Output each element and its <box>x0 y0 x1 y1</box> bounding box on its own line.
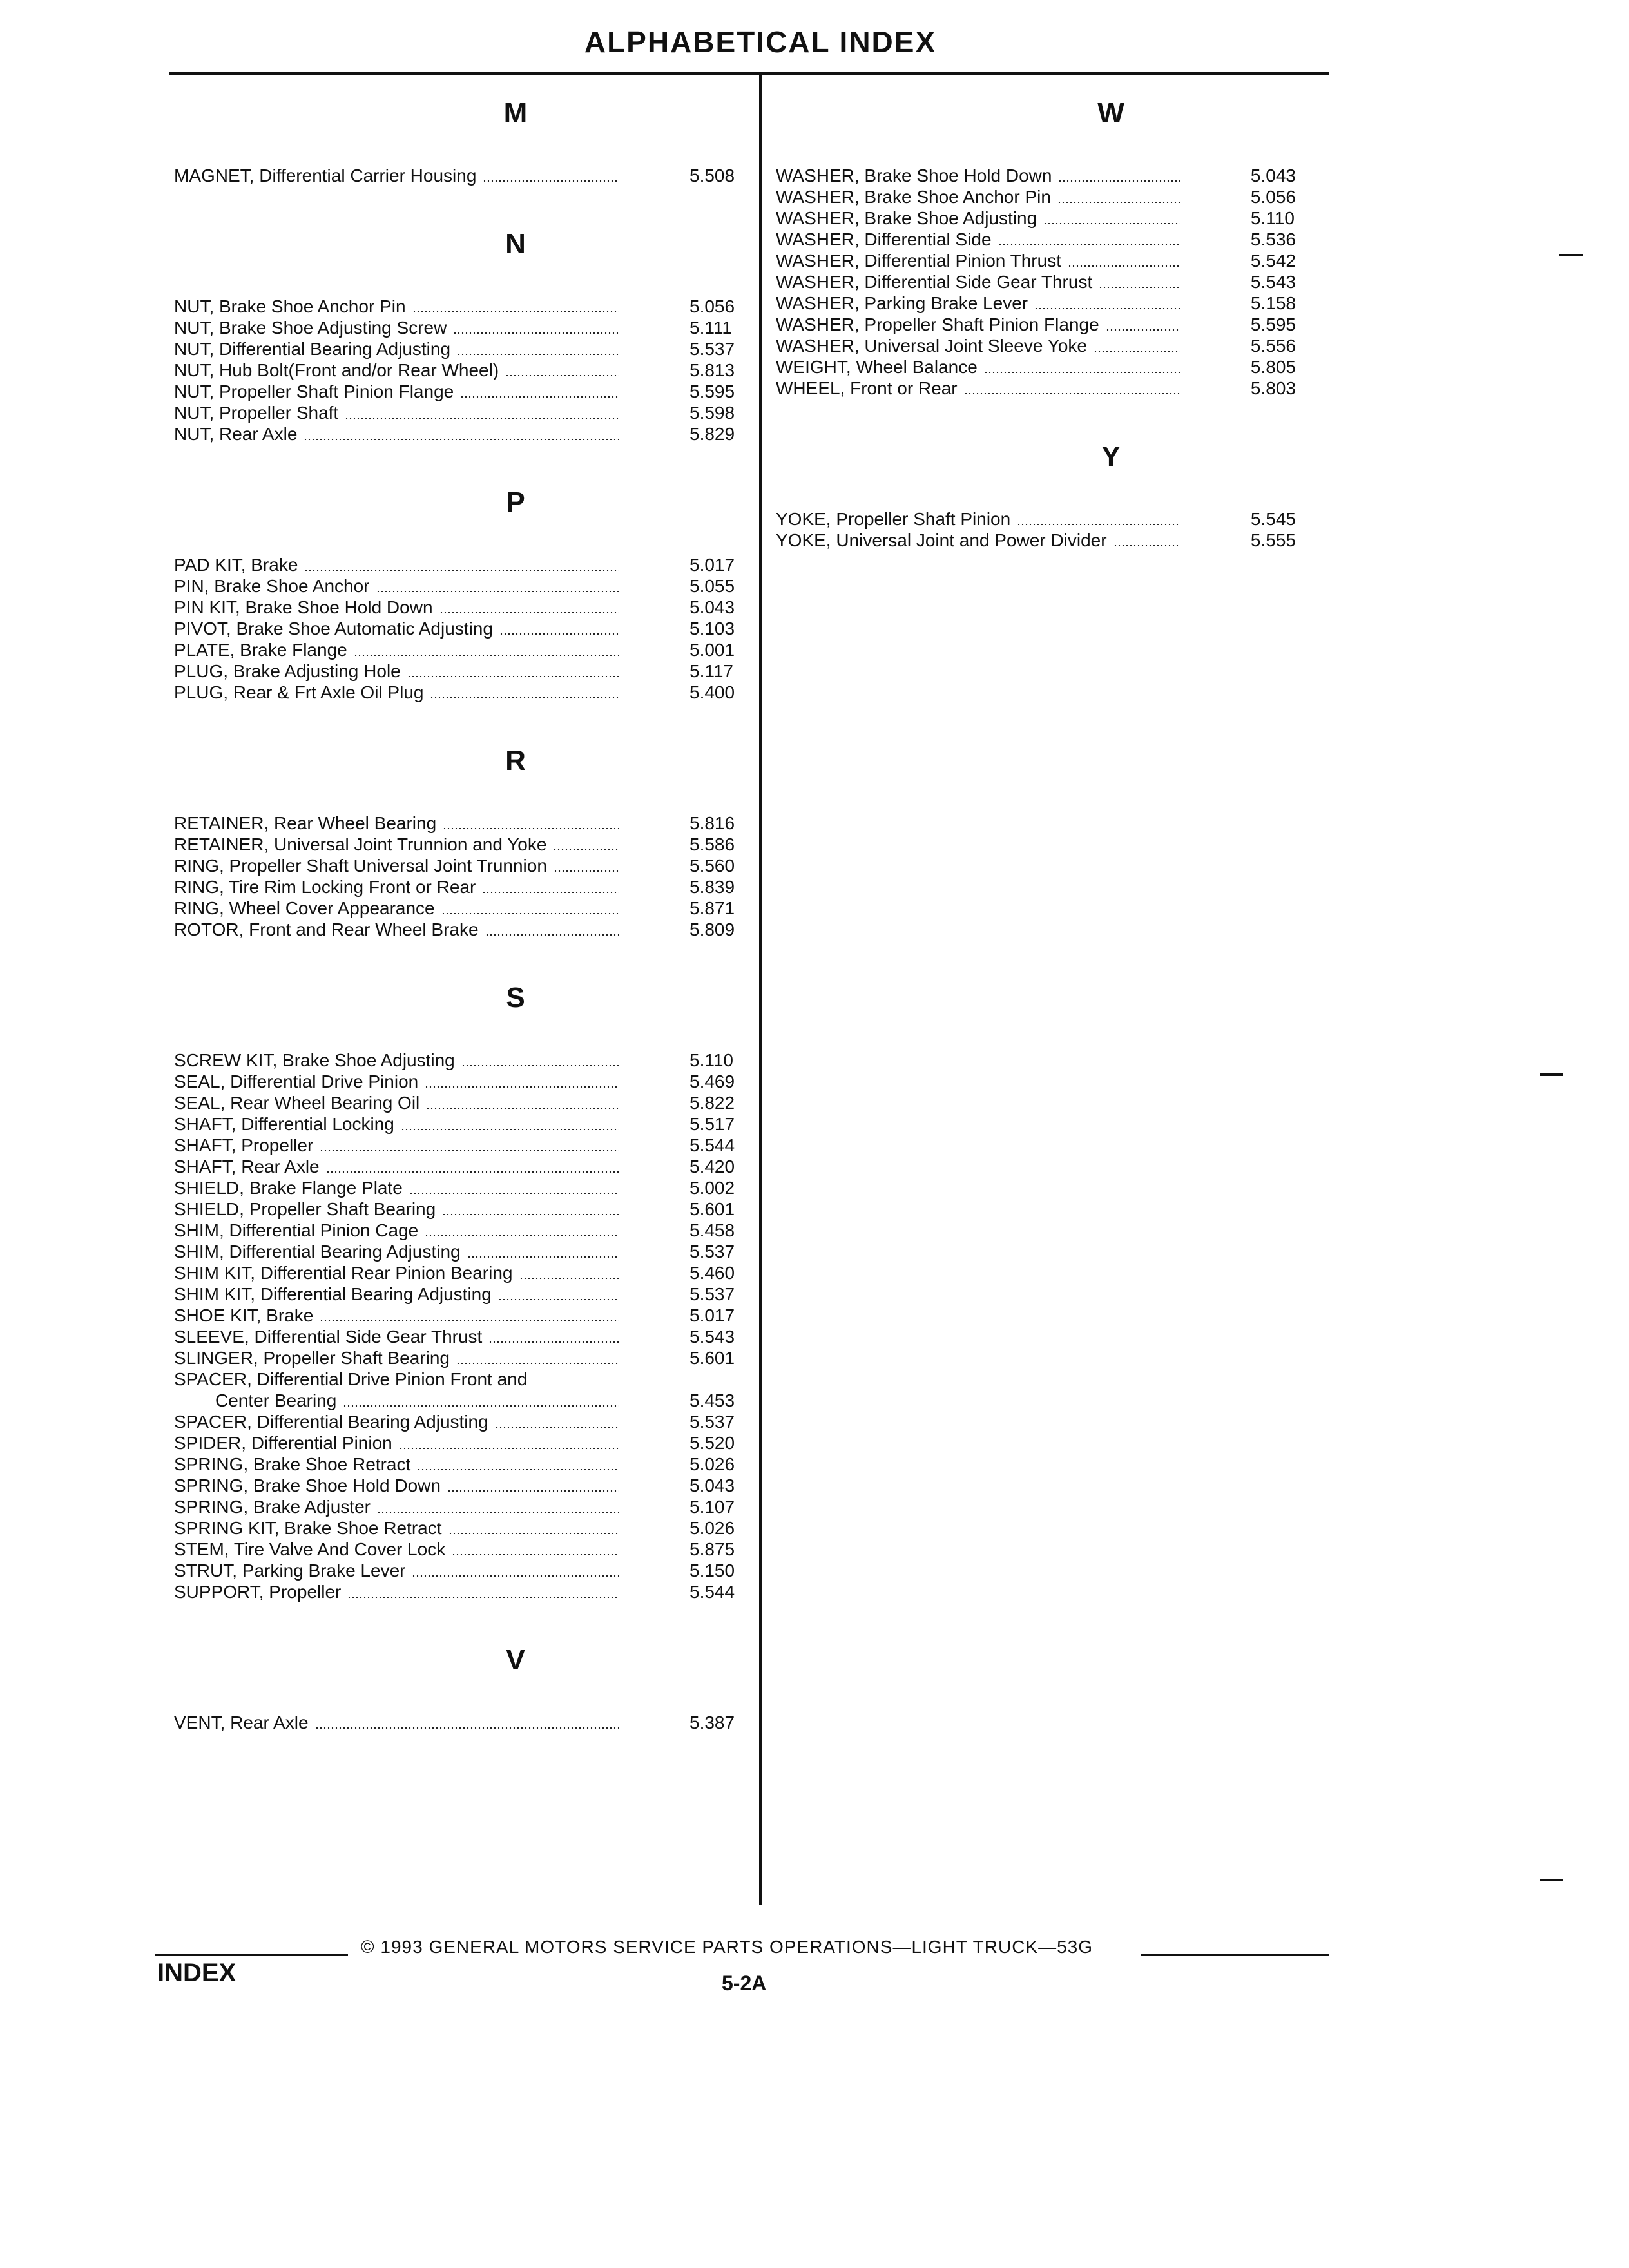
dot-leader <box>1106 329 1180 331</box>
index-entry <box>174 1432 747 1454</box>
dot-leader <box>1099 287 1180 288</box>
entry-label: SPRING, Brake Shoe Hold Down <box>174 1475 441 1495</box>
dot-leader <box>401 1129 619 1130</box>
dot-leader <box>326 1171 619 1173</box>
entry-page-number: 5.055 <box>689 576 735 596</box>
section-letter: V <box>506 1644 525 1676</box>
entry-label: SPACER, Differential Bearing Adjusting <box>174 1412 488 1432</box>
entry-page-number: 5.043 <box>1250 166 1296 186</box>
entry-page-number: 5.107 <box>689 1497 735 1517</box>
index-entry <box>174 360 747 381</box>
entry-page-number: 5.103 <box>689 619 735 639</box>
index-section-m <box>174 94 747 215</box>
index-entry <box>174 639 747 660</box>
dot-leader <box>456 1363 619 1364</box>
section-gap <box>174 940 747 968</box>
index-entry <box>174 1369 747 1411</box>
dot-leader <box>304 439 619 440</box>
entry-page-number: 5.110 <box>1250 208 1295 228</box>
index-entry <box>174 1156 747 1177</box>
entry-label: WASHER, Brake Shoe Adjusting <box>776 208 1037 228</box>
index-entry <box>174 1092 747 1113</box>
index-entry <box>174 1220 747 1241</box>
index-entry <box>174 402 747 423</box>
dot-leader <box>409 1193 619 1194</box>
index-entry <box>174 1517 747 1539</box>
entry-label: WASHER, Brake Shoe Anchor Pin <box>776 187 1051 207</box>
index-entry <box>174 1326 747 1347</box>
index-entry <box>174 1475 747 1496</box>
index-entry <box>174 1198 747 1220</box>
edge-mark <box>1559 254 1583 256</box>
entry-page-number: 5.595 <box>1250 314 1296 334</box>
index-entry <box>174 1071 747 1092</box>
section-letter: W <box>1097 97 1124 129</box>
dot-leader <box>399 1448 619 1449</box>
dot-leader <box>1034 308 1180 309</box>
entry-page-number: 5.586 <box>689 834 735 854</box>
index-entry <box>174 1113 747 1135</box>
entry-label: SHIM, Differential Pinion Cage <box>174 1220 419 1240</box>
index-entry <box>174 855 747 876</box>
dot-leader <box>485 934 619 936</box>
entry-label: RING, Propeller Shaft Universal Joint Trunnion <box>174 856 547 876</box>
index-entry <box>174 1347 747 1369</box>
entry-page-number: 5.816 <box>689 813 735 833</box>
entry-label: NUT, Rear Axle <box>174 424 298 444</box>
entry-page-number: 5.537 <box>689 1242 735 1262</box>
entry-label: WASHER, Universal Joint Sleeve Yoke <box>776 336 1087 356</box>
index-entry <box>174 1454 747 1475</box>
entry-label: SPACER, Differential Drive Pinion Front and <box>174 1369 528 1389</box>
index-entry <box>174 1283 747 1305</box>
index-entry <box>776 186 1304 207</box>
entry-label: SHIM KIT, Differential Bearing Adjusting <box>174 1284 492 1304</box>
entry-page-number: 5.544 <box>689 1135 735 1155</box>
dot-leader <box>412 311 619 312</box>
entry-label: PLUG, Rear & Frt Axle Oil Plug <box>174 682 424 702</box>
index-entry <box>174 1411 747 1432</box>
dot-leader <box>345 418 619 419</box>
index-entry <box>776 508 1304 530</box>
entry-page-number: 5.026 <box>689 1454 735 1474</box>
dot-leader <box>453 332 619 334</box>
entry-page-number: 5.536 <box>1250 229 1296 249</box>
entry-label: SHIM, Differential Bearing Adjusting <box>174 1242 461 1262</box>
dot-leader <box>443 828 619 829</box>
entry-label: RING, Wheel Cover Appearance <box>174 898 435 918</box>
index-entry <box>174 165 747 186</box>
dot-leader <box>460 396 619 398</box>
section-letter: M <box>503 97 528 129</box>
section-gap <box>174 445 747 473</box>
entry-page-number: 5.537 <box>689 1284 735 1304</box>
page-title: ALPHABETICAL INDEX <box>584 25 937 59</box>
entry-page-number: 5.542 <box>1250 251 1296 271</box>
entry-page-number: 5.555 <box>1250 530 1296 550</box>
dot-leader <box>347 1597 619 1598</box>
index-entry <box>174 682 747 703</box>
entry-label: YOKE, Propeller Shaft Pinion <box>776 509 1011 529</box>
index-section-p <box>174 483 747 731</box>
entry-page-number: 5.822 <box>689 1093 735 1113</box>
index-entry <box>776 250 1304 271</box>
index-entry <box>776 530 1304 551</box>
index-entry <box>776 314 1304 335</box>
index-entry <box>174 554 747 575</box>
dot-leader <box>488 1341 619 1343</box>
section-gap <box>174 186 747 215</box>
index-section-v <box>174 1641 747 1733</box>
entry-label-continued: Center Bearing <box>215 1390 337 1410</box>
section-letter: P <box>506 486 525 518</box>
index-section-s <box>174 979 747 1631</box>
index-entry <box>174 898 747 919</box>
title-rule <box>169 72 1329 75</box>
entry-page-number: 5.026 <box>689 1518 735 1538</box>
dot-leader <box>482 892 619 893</box>
index-section-r <box>174 742 747 968</box>
entry-label: STRUT, Parking Brake Lever <box>174 1561 406 1581</box>
entry-page-number: 5.839 <box>689 877 735 897</box>
entry-page-number: 5.110 <box>689 1050 733 1070</box>
dot-leader <box>377 1512 619 1513</box>
index-entry <box>174 575 747 597</box>
entry-label: NUT, Differential Bearing Adjusting <box>174 339 451 359</box>
entry-page-number: 5.017 <box>689 1305 735 1325</box>
index-entry <box>174 660 747 682</box>
entry-page-number: 5.056 <box>689 296 735 316</box>
entry-label: SEAL, Differential Drive Pinion <box>174 1072 419 1091</box>
dot-leader <box>505 375 619 376</box>
entry-page-number: 5.803 <box>1250 378 1296 398</box>
index-entry <box>776 293 1304 314</box>
dot-leader <box>964 393 1180 394</box>
entry-label: PLATE, Brake Flange <box>174 640 347 660</box>
index-entry <box>174 381 747 402</box>
entry-page-number: 5.537 <box>689 339 735 359</box>
entry-page-number: 5.875 <box>689 1539 735 1559</box>
dot-leader <box>1058 180 1179 182</box>
entry-label: SHAFT, Propeller <box>174 1135 314 1155</box>
entry-label: SEAL, Rear Wheel Bearing Oil <box>174 1093 420 1113</box>
entry-page-number: 5.598 <box>689 403 735 423</box>
footer-copyright: © 1993 GENERAL MOTORS SERVICE PARTS OPERATIONS—LIGHT TRUCK—53G <box>361 1937 1094 1957</box>
index-entry <box>174 1539 747 1560</box>
index-entry <box>174 1135 747 1156</box>
entry-page-number: 5.556 <box>1250 336 1296 356</box>
index-entry <box>174 1177 747 1198</box>
entry-label: PIN KIT, Brake Shoe Hold Down <box>174 597 433 617</box>
entry-label: WASHER, Brake Shoe Hold Down <box>776 166 1052 186</box>
entry-label: RING, Tire Rim Locking Front or Rear <box>174 877 476 897</box>
dot-leader <box>1094 351 1180 352</box>
entry-page-number: 5.158 <box>1250 293 1296 313</box>
dot-leader <box>439 612 619 613</box>
dot-leader <box>304 570 619 571</box>
dot-leader <box>1017 524 1180 525</box>
entry-label: SCREW KIT, Brake Shoe Adjusting <box>174 1050 455 1070</box>
entry-label: SHAFT, Differential Locking <box>174 1114 394 1134</box>
dot-leader <box>554 870 619 872</box>
dot-leader <box>430 697 619 698</box>
entry-label: SHIM KIT, Differential Rear Pinion Bearing <box>174 1263 513 1283</box>
entry-label: SPIDER, Differential Pinion <box>174 1433 392 1453</box>
entry-page-number: 5.545 <box>1250 509 1296 529</box>
index-entry <box>174 1305 747 1326</box>
dot-leader <box>483 180 619 182</box>
entry-page-number: 5.508 <box>689 166 735 186</box>
entry-label: YOKE, Universal Joint and Power Divider <box>776 530 1107 550</box>
index-entry <box>174 812 747 834</box>
entry-label: WASHER, Differential Side Gear Thrust <box>776 272 1093 292</box>
dot-leader <box>426 1108 619 1109</box>
entry-page-number: 5.813 <box>689 360 735 380</box>
section-gap <box>776 399 1304 427</box>
dot-leader <box>343 1405 619 1407</box>
entry-page-number: 5.809 <box>689 919 735 939</box>
entry-label: WEIGHT, Wheel Balance <box>776 357 978 377</box>
edge-mark <box>1540 1073 1563 1076</box>
index-section-w <box>776 94 1304 427</box>
entry-page-number: 5.056 <box>1250 187 1296 207</box>
index-entry <box>174 1560 747 1581</box>
entry-label: SLEEVE, Differential Side Gear Thrust <box>174 1327 483 1347</box>
entry-label: PLUG, Brake Adjusting Hole <box>174 661 401 681</box>
entry-page-number: 5.520 <box>689 1433 735 1453</box>
entry-label: WASHER, Propeller Shaft Pinion Flange <box>776 314 1099 334</box>
index-entry <box>174 1262 747 1283</box>
dot-leader <box>320 1150 619 1151</box>
index-section-n <box>174 225 747 473</box>
entry-page-number: 5.400 <box>689 682 735 702</box>
index-entry <box>776 165 1304 186</box>
dot-leader <box>441 913 619 914</box>
entry-page-number: 5.117 <box>689 661 733 681</box>
entry-page-number: 5.543 <box>1250 272 1296 292</box>
index-entry <box>174 296 747 317</box>
dot-leader <box>467 1256 619 1258</box>
entry-label: SHOE KIT, Brake <box>174 1305 314 1325</box>
index-entry <box>174 1496 747 1517</box>
index-entry <box>776 229 1304 250</box>
dot-leader <box>1043 223 1180 224</box>
index-entry <box>776 378 1304 399</box>
edge-mark <box>1540 1879 1563 1881</box>
dot-leader <box>452 1554 619 1555</box>
entry-page-number: 5.420 <box>689 1157 735 1177</box>
entry-page-number: 5.829 <box>689 424 735 444</box>
dot-leader <box>417 1469 619 1470</box>
entry-page-number: 5.544 <box>689 1582 735 1602</box>
entry-label: WHEEL, Front or Rear <box>776 378 958 398</box>
dot-leader <box>984 372 1180 373</box>
index-entry <box>776 356 1304 378</box>
entry-page-number: 5.543 <box>689 1327 735 1347</box>
entry-label: NUT, Brake Shoe Adjusting Screw <box>174 318 447 338</box>
dot-leader <box>407 676 619 677</box>
entry-label: NUT, Propeller Shaft Pinion Flange <box>174 381 454 401</box>
entry-page-number: 5.002 <box>689 1178 735 1198</box>
entry-page-number: 5.469 <box>689 1072 735 1091</box>
section-letter: N <box>505 228 526 260</box>
entry-page-number: 5.560 <box>689 856 735 876</box>
entry-label: NUT, Propeller Shaft <box>174 403 339 423</box>
index-entry <box>776 271 1304 293</box>
index-entry <box>174 919 747 940</box>
dot-leader <box>315 1727 619 1729</box>
dot-leader <box>376 591 619 592</box>
entry-label: MAGNET, Differential Carrier Housing <box>174 166 477 186</box>
entry-label: PIN, Brake Shoe Anchor <box>174 576 370 596</box>
dot-leader <box>553 849 619 850</box>
index-entry <box>174 423 747 445</box>
section-letter: R <box>505 745 526 776</box>
entry-label: RETAINER, Rear Wheel Bearing <box>174 813 437 833</box>
entry-label: SPRING, Brake Adjuster <box>174 1497 371 1517</box>
index-entry <box>174 618 747 639</box>
entry-page-number: 5.601 <box>689 1348 735 1368</box>
entry-page-number: 5.460 <box>689 1263 735 1283</box>
left-column <box>174 84 747 1733</box>
index-entry <box>174 338 747 360</box>
entry-page-number: 5.871 <box>689 898 735 918</box>
dot-leader <box>442 1214 619 1215</box>
entry-page-number: 5.595 <box>689 381 735 401</box>
index-entry <box>174 1050 747 1071</box>
entry-page-number: 5.537 <box>689 1412 735 1432</box>
entry-label: WASHER, Differential Side <box>776 229 992 249</box>
entry-page-number: 5.017 <box>689 555 735 575</box>
footer-rule-right <box>1141 1954 1329 1956</box>
entry-page-number: 5.150 <box>689 1561 735 1581</box>
entry-label: SPRING, Brake Shoe Retract <box>174 1454 411 1474</box>
entry-page-number: 5.601 <box>689 1199 735 1219</box>
entry-label: PIVOT, Brake Shoe Automatic Adjusting <box>174 619 493 639</box>
dot-leader <box>461 1065 619 1066</box>
entry-page-number: 5.043 <box>689 597 735 617</box>
entry-label: WASHER, Differential Pinion Thrust <box>776 251 1061 271</box>
section-letter: Y <box>1101 441 1121 472</box>
dot-leader <box>1057 202 1180 203</box>
entry-page-number: 5.387 <box>689 1713 735 1733</box>
entry-page-number: 5.805 <box>1250 357 1296 377</box>
dot-leader <box>457 354 619 355</box>
dot-leader <box>320 1320 619 1321</box>
entry-label: SPRING KIT, Brake Shoe Retract <box>174 1518 442 1538</box>
dot-leader <box>425 1086 619 1088</box>
entry-label: NUT, Hub Bolt(Front and/or Rear Wheel) <box>174 360 499 380</box>
entry-page-number: 5.001 <box>689 640 735 660</box>
dot-leader <box>499 633 619 635</box>
entry-label: SUPPORT, Propeller <box>174 1582 342 1602</box>
entry-label: RETAINER, Universal Joint Trunnion and Yoke <box>174 834 547 854</box>
dot-leader <box>354 655 619 656</box>
entry-page-number: 5.111 <box>689 318 732 338</box>
index-entry <box>174 1241 747 1262</box>
entry-page-number: 5.458 <box>689 1220 735 1240</box>
index-entry <box>174 1712 747 1733</box>
footer-section-label: INDEX <box>157 1959 236 1987</box>
entry-label: SLINGER, Propeller Shaft Bearing <box>174 1348 450 1368</box>
dot-leader <box>498 1299 619 1300</box>
entry-label: PAD KIT, Brake <box>174 555 298 575</box>
dot-leader <box>495 1427 619 1428</box>
entry-label: VENT, Rear Axle <box>174 1713 309 1733</box>
footer-rule-left <box>155 1954 348 1956</box>
entry-label: WASHER, Parking Brake Lever <box>776 293 1028 313</box>
entry-page-number: 5.453 <box>689 1390 735 1410</box>
index-entry <box>776 207 1304 229</box>
right-column <box>776 84 1304 551</box>
footer-page-number: 5-2A <box>722 1972 767 1995</box>
entry-label: NUT, Brake Shoe Anchor Pin <box>174 296 406 316</box>
index-entry <box>174 834 747 855</box>
dot-leader <box>1068 265 1180 267</box>
index-entry <box>174 876 747 898</box>
dot-leader <box>412 1575 619 1577</box>
index-entry <box>174 597 747 618</box>
entry-page-number: 5.043 <box>689 1475 735 1495</box>
section-gap <box>174 1602 747 1631</box>
dot-leader <box>998 244 1180 245</box>
entry-label: STEM, Tire Valve And Cover Lock <box>174 1539 446 1559</box>
dot-leader <box>1113 545 1180 546</box>
index-entry <box>776 335 1304 356</box>
entry-page-number: 5.517 <box>689 1114 735 1134</box>
dot-leader <box>519 1278 619 1279</box>
index-section-y <box>776 437 1304 551</box>
index-entry <box>174 317 747 338</box>
section-gap <box>174 703 747 731</box>
column-divider <box>759 75 762 1905</box>
dot-leader <box>425 1235 619 1236</box>
entry-label: SHAFT, Rear Axle <box>174 1157 320 1177</box>
dot-leader <box>447 1490 619 1492</box>
index-entry <box>174 1581 747 1602</box>
entry-label: SHIELD, Brake Flange Plate <box>174 1178 403 1198</box>
entry-label: SHIELD, Propeller Shaft Bearing <box>174 1199 436 1219</box>
dot-leader <box>448 1533 619 1534</box>
entry-label: ROTOR, Front and Rear Wheel Brake <box>174 919 479 939</box>
section-letter: S <box>506 982 525 1014</box>
